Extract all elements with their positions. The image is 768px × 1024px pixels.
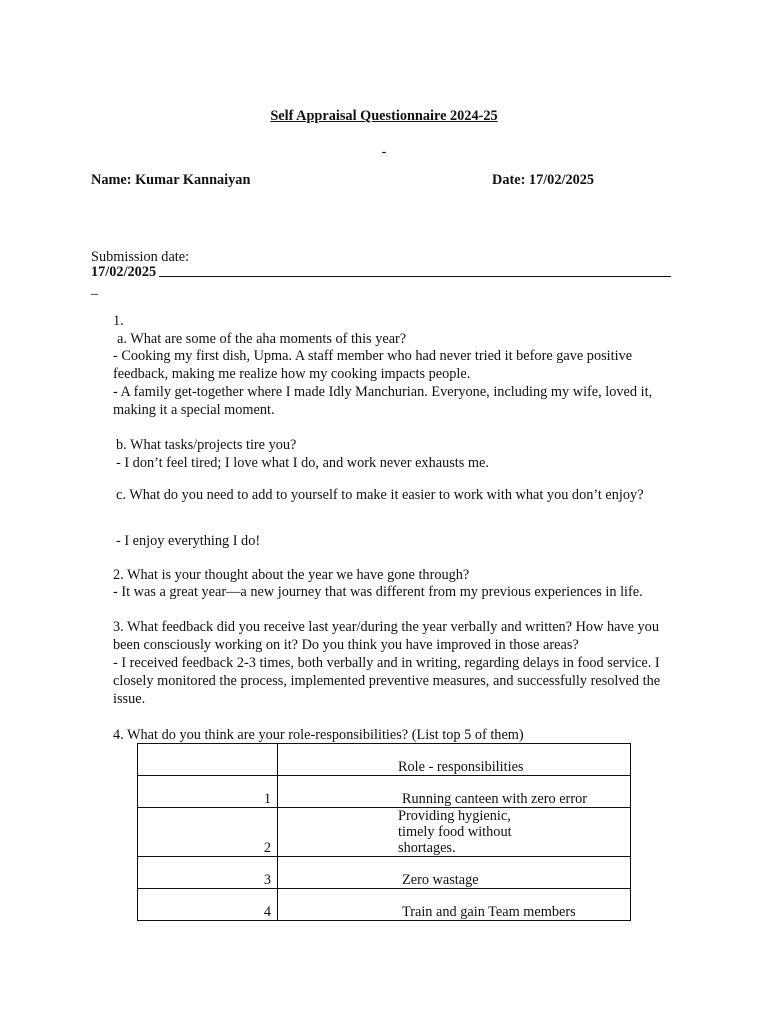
row-text: Train and gain Team members <box>278 889 631 921</box>
q4-question: 4. What do you think are your role-responsibilities? (List top 5 of them) <box>113 727 524 743</box>
q1b-question: b. What tasks/projects tire you? <box>116 437 297 453</box>
q1-number: 1. <box>113 313 124 329</box>
table-row <box>138 808 631 857</box>
q2-question: 2. What is your thought about the year we have gone through? <box>113 567 470 583</box>
row-number: 4 <box>138 889 278 921</box>
submission-date-value: 17/02/2025 <box>91 264 157 280</box>
q1c-question: c. What do you need to add to yourself to make it easier to work with what you don’t enjoy? <box>116 487 644 503</box>
submission-underline <box>159 276 671 277</box>
q1b-answer: - I don’t feel tired; I love what I do, and work never exhausts me. <box>116 455 489 471</box>
date-field: Date: 17/02/2025 <box>492 172 595 188</box>
document-title: Self Appraisal Questionnaire 2024-25 <box>270 108 498 124</box>
separator-dash: - <box>381 144 387 160</box>
q1a-question: a. What are some of the aha moments of this year? <box>117 331 407 347</box>
q1a-answer-1: - Cooking my first dish, Upma. A staff member who had never tried it before gave positive feedback, making me realize how my cooking impacts people. <box>113 348 633 382</box>
submission-label: Submission date: <box>91 249 190 265</box>
row-number: 1 <box>138 776 278 808</box>
table-header-cell: Role - responsibilities <box>278 744 631 776</box>
row-number: 2 <box>138 808 278 857</box>
row-text: Zero wastage <box>278 857 631 889</box>
q1c-answer: - I enjoy everything I do! <box>116 533 261 549</box>
row-text: Running canteen with zero error <box>278 776 631 808</box>
q2-answer: - It was a great year—a new journey that was different from my previous experiences in life. <box>113 584 643 600</box>
table-row <box>138 857 631 889</box>
table-row <box>138 776 631 808</box>
table-row <box>138 889 631 921</box>
q3-answer: - I received feedback 2-3 times, both verbally and in writing, regarding delays in food service. I closely monitored the process, implemented preventive measures, and successfully resolved the issue. <box>113 655 661 707</box>
name-field: Name: Kumar Kannaiyan <box>91 172 251 188</box>
table-header-num-cell <box>138 744 278 776</box>
table-header-row <box>138 744 631 776</box>
q3-question: 3. What feedback did you receive last year/during the year verbally and written? How have you been consciously working on it? Do you think you have improved in those areas? <box>113 619 659 653</box>
submission-trailing: _ <box>91 281 99 297</box>
row-number: 3 <box>138 857 278 889</box>
row-text: Providing hygienic, timely food without shortages. <box>278 808 631 857</box>
q1a-answer-2: - A family get-together where I made Idly Manchurian. Everyone, including my wife, loved it, making it a special moment. <box>113 384 653 418</box>
roles-table <box>137 743 631 921</box>
